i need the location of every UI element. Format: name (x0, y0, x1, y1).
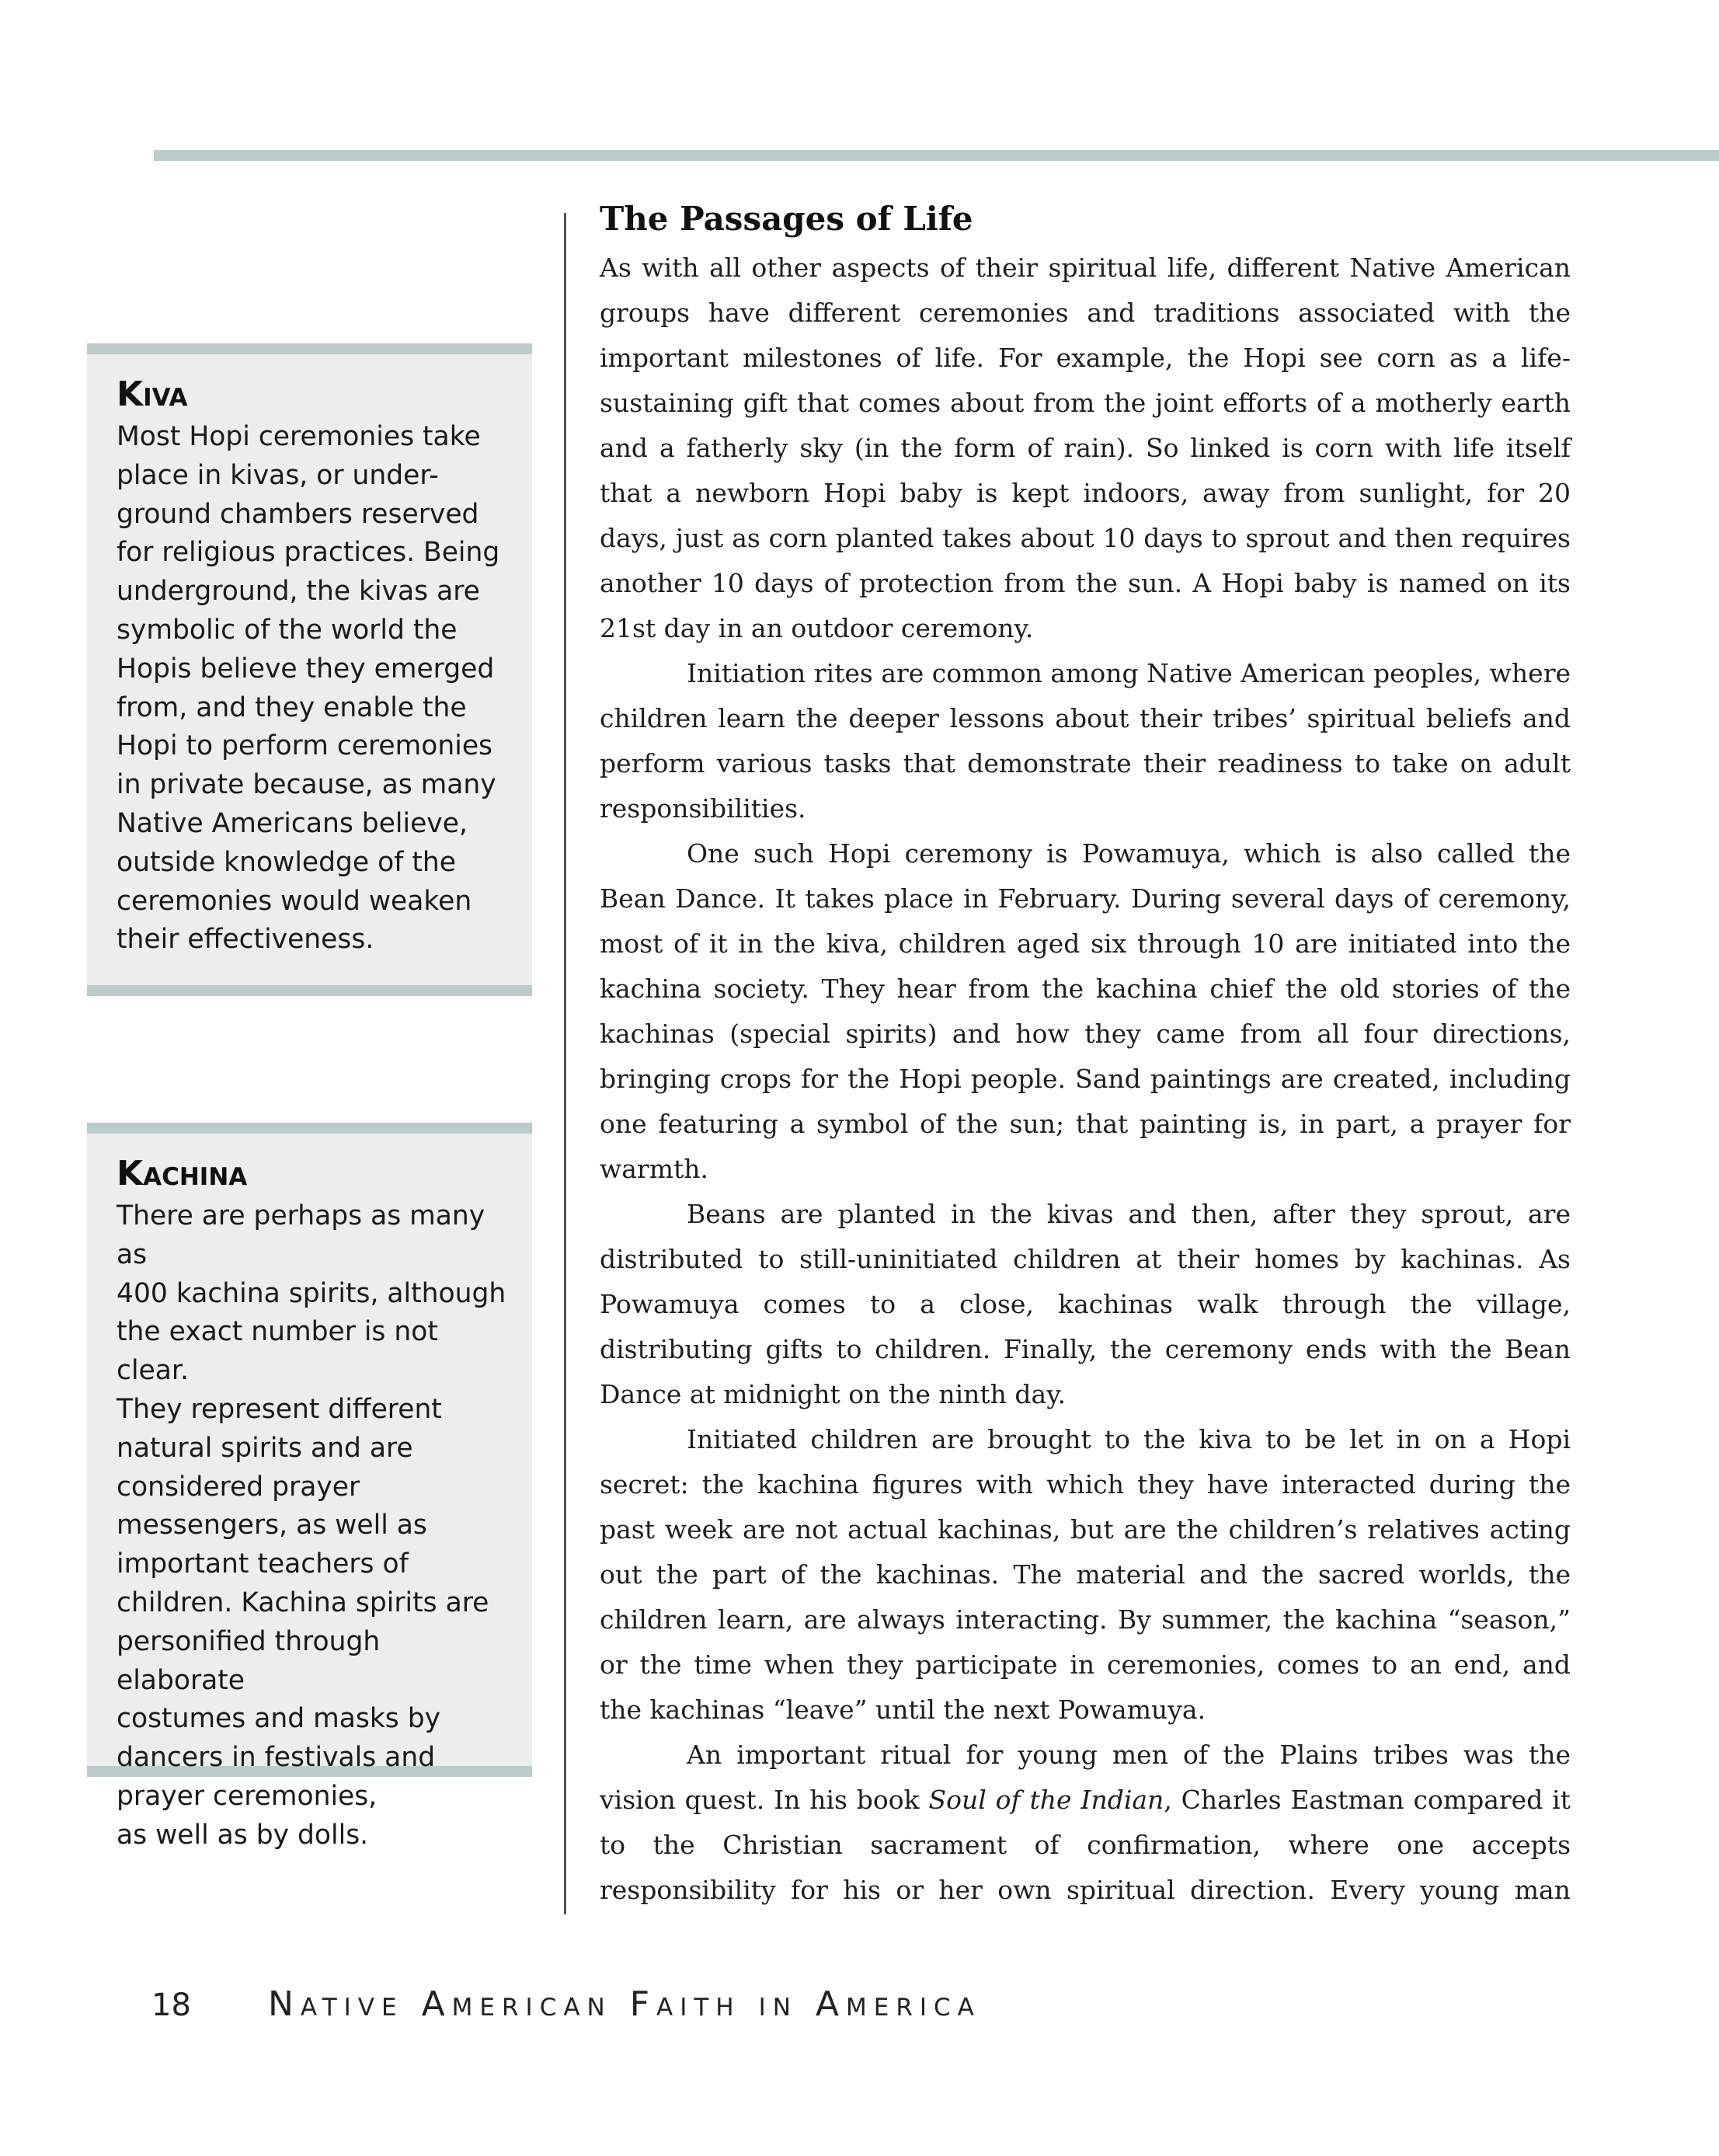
book-title: Soul of the Indian (928, 1785, 1164, 1815)
sidebar-kachina-body: There are perhaps as many as 400 kachina spirits, although the exact number is not clear. They represent different natural spirits and are considered prayer messengers, as well as important teachers of children. Kachina spirits are personified through elaborate costumes and masks by dancers in festivals and prayer ceremonies, as well as by dolls. (117, 1200, 506, 1851)
paragraph-6 (600, 1733, 1571, 1913)
page-number: 18 (151, 1987, 191, 2023)
paragraph-1: As with all other aspects of their spiritual life, different Native American groups have different ceremonies and traditions associated with the important milestones of life. For example, the Hopi see corn as a life-sustaining gift that comes about from the joint efforts of a motherly earth and a fatherly sky (in the form of rain). So linked is corn with life itself that a newborn Hopi baby is kept indoors, away from sunlight, for 20 days, just as corn planted takes about 10 days to sprout and then requires another 10 days of protection from the sun. A Hopi baby is named on its 21st day in an outdoor ceremony. (600, 253, 1571, 643)
paragraph-5: Initiated children are brought to the kiva to be let in on a Hopi secret: the kachina figures with which they have interacted during the past week are not actual kachinas, but are the children’s relatives acting out the part of the kachinas. The material and the sacred worlds, the children learn, are always interacting. By summer, the kachina “season,” or the time when they participate in ceremonies, comes to an end, and the kachinas “leave” until the next Powamuya. (600, 1424, 1571, 1725)
sidebar-kachina-title: Kachina (117, 1154, 248, 1193)
paragraph-6-start: An important ritual for young men of the Plains tribes was the vision quest. In his book (600, 1740, 1571, 1815)
paragraph-6-end: , Charles Eastman compared it to the Christian sacrament of confirmation, where one accepts responsibility for his or her own spiritual direction. Every young man (600, 1785, 1571, 1905)
column-divider (564, 213, 566, 1914)
top-rule (154, 150, 1719, 161)
sidebar-kiva (87, 343, 532, 996)
running-title: Native American Faith in America (268, 1984, 981, 2024)
main-column (600, 194, 1571, 1913)
paragraph-3: One such Hopi ceremony is Powamuya, which is also called the Bean Dance. It takes place in February. During several days of ceremony, most of it in the kiva, children aged six through 10 are initiated into the kachina society. They hear from the kachina chief the old stories of the kachinas (special spirits) and how they came from all four directions, bringing crops for the Hopi people. Sand paintings are created, including one featuring a symbol of the sun; that painting is, in part, a prayer for warmth. (600, 838, 1571, 1184)
paragraph-2: Initiation rites are common among Native American peoples, where children learn the deeper lessons about their tribes’ spiritual beliefs and perform various tasks that demonstrate their readiness to take on adult responsibilities. (600, 658, 1571, 824)
sidebar-kiva-body: Most Hopi ceremonies take place in kivas, or under- ground chambers reserved for religious practices. Being underground, the kivas are symbolic of the world the Hopis believe they emerged from, and they enable the Hopi to perform ceremonies in private because, as many Native Americans believe, outside knowledge of the ceremonies would weaken their effectiveness. (117, 421, 500, 956)
paragraph-4: Beans are planted in the kivas and then, after they sprout, are distributed to still-uninitiated children at their homes by kachinas. As Powamuya comes to a close, kachinas walk through the village, distributing gifts to children. Finally, the ceremony ends with the Bean Dance at midnight on the ninth day. (600, 1199, 1571, 1409)
sidebar-kiva-title: Kiva (117, 374, 188, 414)
page-footer (151, 1981, 981, 2029)
section-heading: The Passages of Life (600, 200, 973, 238)
sidebar-kachina (87, 1123, 532, 1851)
